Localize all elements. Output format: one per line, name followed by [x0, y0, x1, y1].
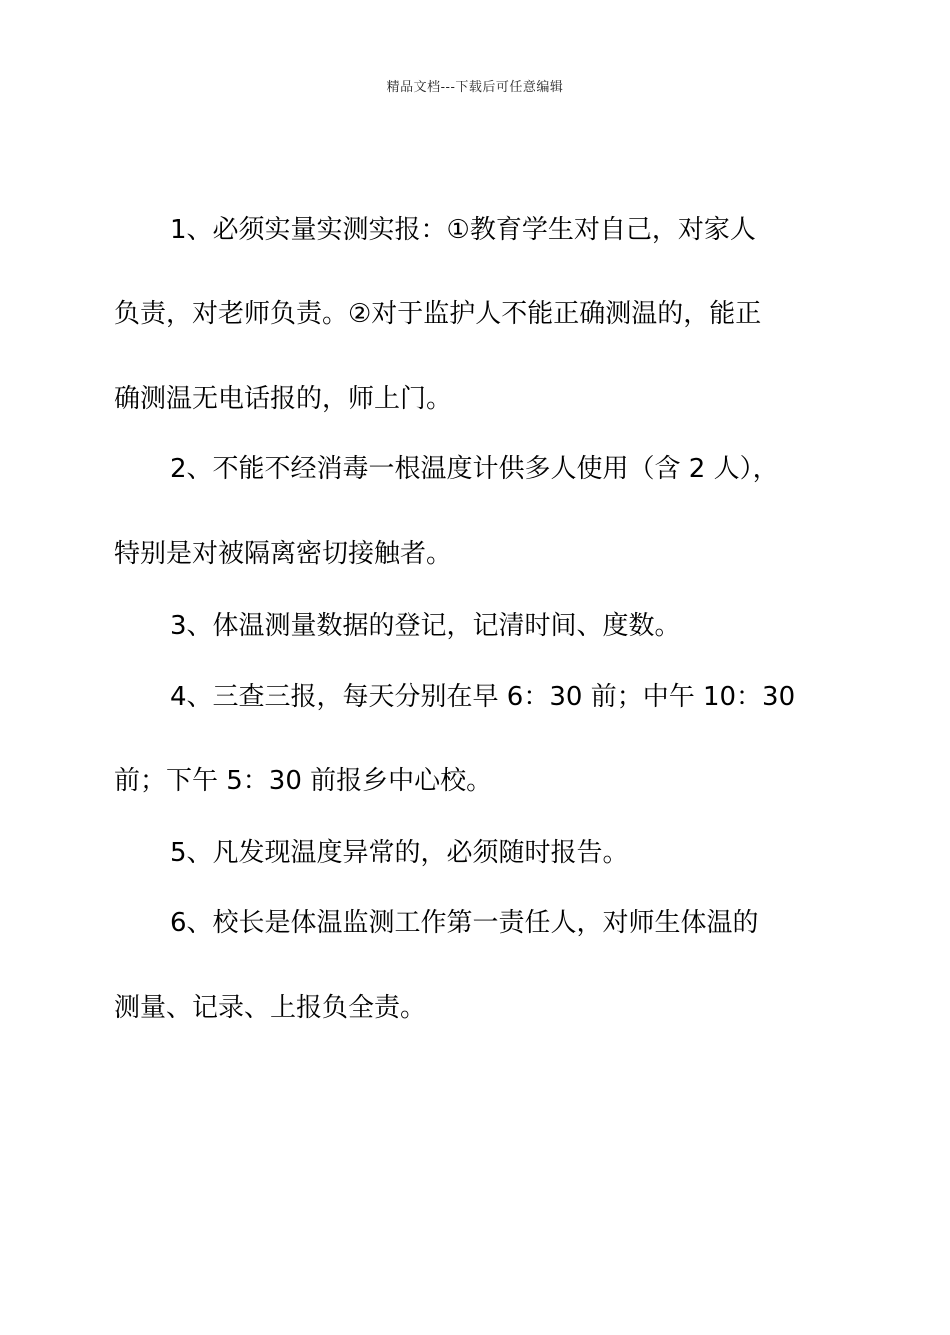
paragraph-4-line-2: 前；下午 5：30 前报乡中心校。 [114, 766, 493, 796]
paragraph-1-line-3: 确测温无电话报的，师上门。 [114, 384, 453, 414]
page-header: 精品文档---下载后可任意编辑 [386, 80, 564, 95]
paragraph-1-line-1: 1、必须实量实测实报：①教育学生对自己，对家人 [170, 215, 756, 245]
paragraph-6-line-1: 6、校长是体温监测工作第一责任人，对师生体温的 [170, 908, 759, 938]
paragraph-1-line-2: 负责，对老师负责。②对于监护人不能正确测温的，能正 [114, 299, 762, 329]
paragraph-4-line-1: 4、三查三报，每天分别在早 6：30 前；中午 10：30 [170, 682, 796, 712]
paragraph-3-line-1: 3、体温测量数据的登记，记清时间、度数。 [170, 611, 681, 641]
paragraph-2-line-1: 2、不能不经消毒一根温度计供多人使用（含 2 人）， [170, 454, 779, 484]
paragraph-5-line-1: 5、凡发现温度异常的，必须随时报告。 [170, 838, 629, 868]
paragraph-2-line-2: 特别是对被隔离密切接触者。 [114, 539, 453, 569]
paragraph-6-line-2: 测量、记录、上报负全责。 [114, 993, 427, 1023]
